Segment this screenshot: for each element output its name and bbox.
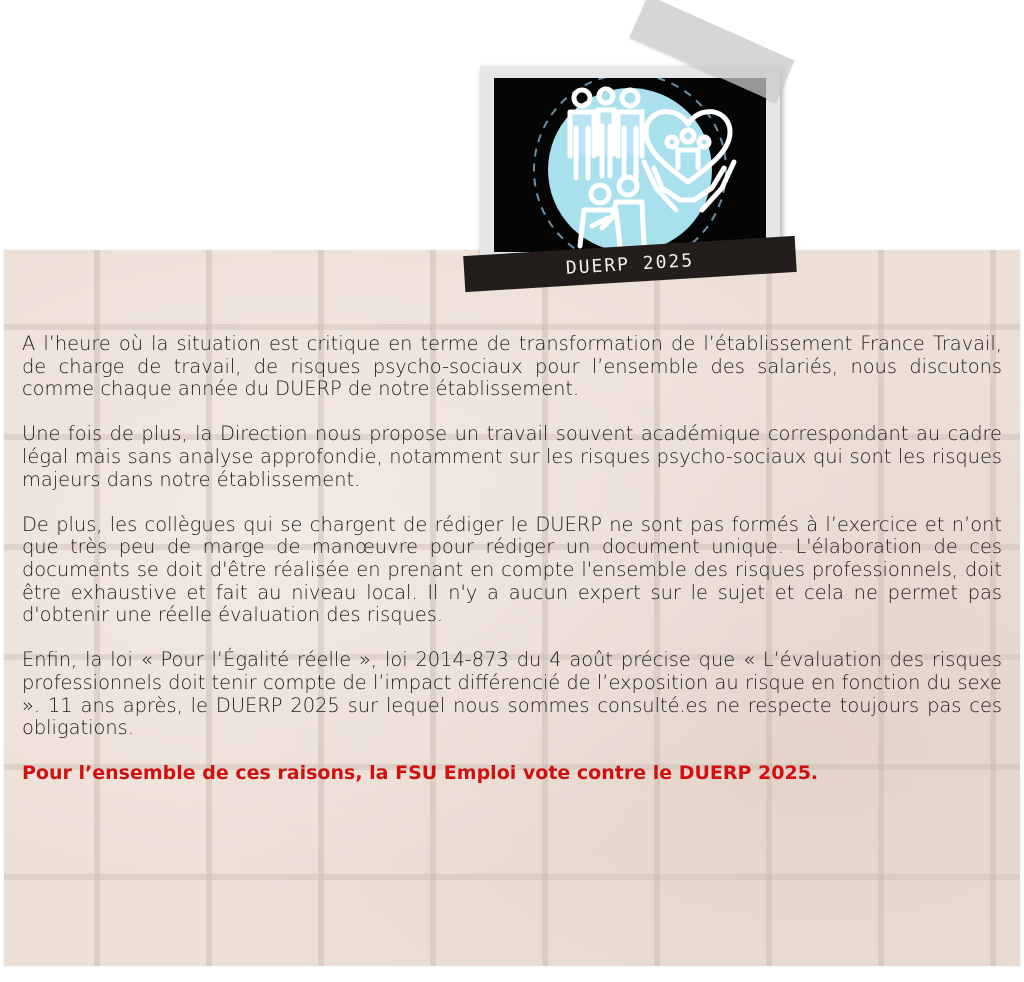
people-care-heart-hands-icon [494,78,766,252]
polaroid-frame [480,66,780,262]
paragraph-3: De plus, les collègues qui se chargent de rédiger le DUERP ne sont pas formés à l’exercice et n’ont que très peu de marge de manœuvre pour rédiger un document unique. L'élaboration de ces documents se doit d'être réalisée en prenant en compte l'ensemble des risques professionnels, doit être exhaustive et fait au niveau local. Il n'y a aucun expert sur le sujet et cela ne permet pas d'obtenir une réelle évaluation des risques. [22,512,1002,627]
title-badge-label: DUERP 2025 [565,249,695,279]
paragraph-4: Enfin, la loi « Pour l’Égalité réelle », loi 2014-873 du 4 août précise que « L’évaluation des risques professionnels doit tenir compte de l’impact différencié de l’exposition au risque en fonction du sexe ». 11 ans après, le DUERP 2025 sur lequel nous sommes consulté.es ne respecte toujours pas ces obligations. [22,648,1002,740]
paragraph-2: Une fois de plus, la Direction nous propose un travail souvent académique correspondant au cadre légal mais sans analyse approfondie, notamment sur les risques psycho-sociaux qui sont les risques majeurs dans notre établissement. [22,422,1002,491]
closing-statement: Pour l’ensemble de ces raisons, la FSU Emploi vote contre le DUERP 2025. [22,762,819,785]
statement-body [22,333,1002,807]
paragraph-1: A l’heure où la situation est critique en terme de transformation de l’établissement France Travail, de charge de travail, de risques psycho-sociaux pour l’ensemble des salariés, nous discutons comme chaque année du DUERP de notre établissement. [22,332,1002,401]
